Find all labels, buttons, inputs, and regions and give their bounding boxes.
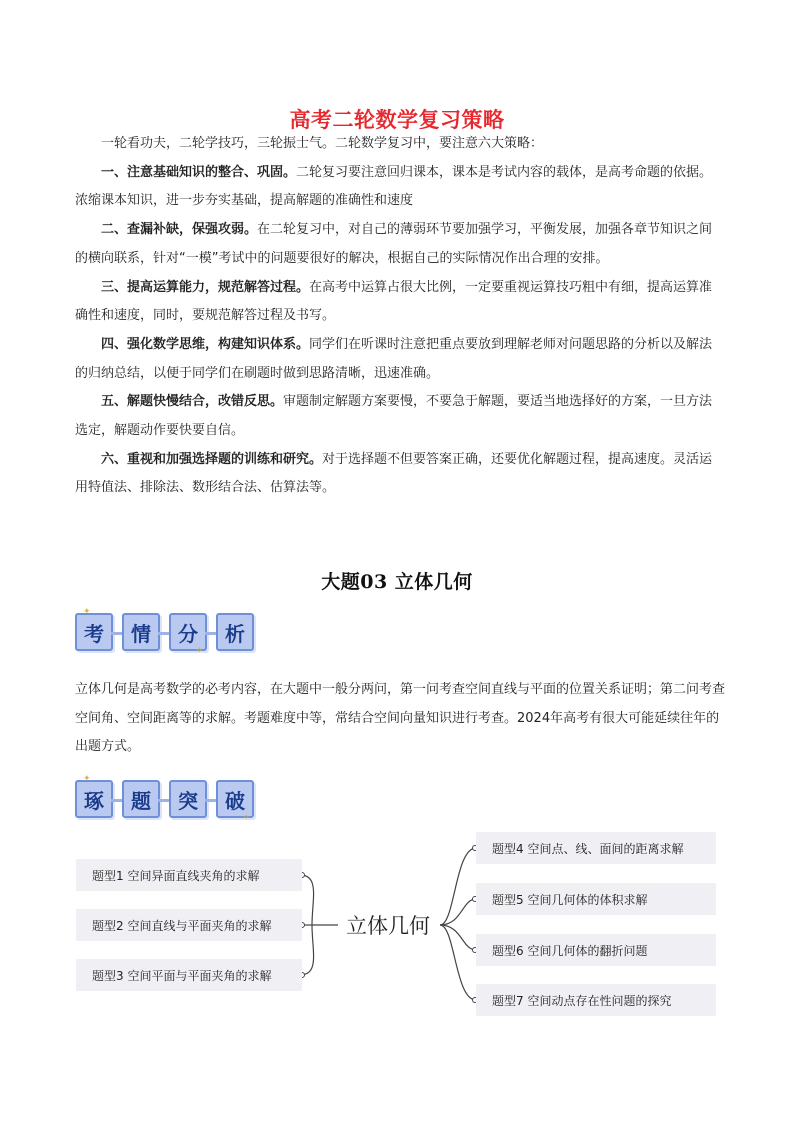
tag-char: ✦ 考 [75,613,113,651]
mindmap-node-right: 题型5 空间几何体的体积求解 [476,883,716,915]
connector-line [300,875,314,925]
strategy-heading: 一、注意基础知识的整合、巩固。 [101,164,297,180]
tag-char: 突 [169,780,207,818]
sparkle-icon: ✧ [242,813,250,823]
strategy-heading: 三、提高运算能力，规范解答过程。 [101,279,310,295]
strategy-heading: 二、查漏补缺，保强攻弱。 [101,222,258,238]
strategy-heading: 五、解题快慢结合，改错反思。 [101,394,284,410]
sparkle-icon: ✧ [195,646,203,656]
tag-char: ✦ 琢 [75,780,113,818]
tag-char: 题 [122,780,160,818]
mindmap-node-right: 题型6 空间几何体的翻折问题 [476,934,716,966]
strategy-text: 在二轮复习中，对自己的薄弱环节要加强学习，平衡发展，加强各章节知识之间的横向联系，针对“一模”考试中的问题要很好的解决，根据自己的实际情况作出合理的安排。 [75,222,713,266]
strategy-heading: 四、强化数学思维，构建知识体系。 [101,336,310,352]
connector-line [440,925,476,1000]
tag-char: 析 [216,613,254,651]
connector-line [440,848,476,925]
star-icon: ✦ [83,607,91,617]
strategy-text: 同学们在听课时注意把重点要放到理解老师对问题思路的分析以及解法的归纳总结，以便于同学们在刷题时做到思路清晰，迅速准确。 [75,336,713,381]
strategy-text: 审题制定解题方案要慢，不要急于解题，要适当地选择好的方案，一旦方法选定，解题动作要快要自信。 [75,394,713,439]
strategy-text: 对于选择题不但要答案正确，还要优化解题过程，提高速度。灵活运用特值法、排除法、数形结合法、估算法等。 [75,451,713,496]
strategy-text: 在高考中运算占很大比例，一定要重视运算技巧粗中有细，提高运算准确性和速度，同时，要规范解答过程及书写。 [75,279,713,324]
mindmap-node-right: 题型4 空间点、线、面间的距离求解 [476,832,716,864]
tag-char: 情 [122,613,160,651]
star-icon: ✦ [83,774,91,784]
mindmap-center: 立体几何 [346,914,430,938]
tag-char: 分 ✧ [169,613,207,651]
mindmap-node-left: 题型2 空间直线与平面夹角的求解 [76,909,302,941]
mindmap-node-right: 题型7 空间动点存在性问题的探究 [476,984,716,1016]
strategy-text: 二轮复习要注意回归课本，课本是考试内容的载体，是高考命题的依据。浓缩课本知识，进一步夯实基础，提高解题的准确性和速度 [75,164,713,209]
page-title: 高考二轮数学复习策略 [289,108,505,132]
mindmap-node-left: 题型3 空间平面与平面夹角的求解 [76,959,302,991]
intro-line: 一轮看功夫，二轮学技巧，三轮振士气。二轮数学复习中，要注意六大策略： [101,136,544,151]
tag-char: 破 ✧ [216,780,254,818]
analysis-paragraph: 立体几何是高考数学的必考内容，在大题中一般分两问，第一问考查空间直线与平面的位置关系证明；第二问考查空间角、空间距离等的求解。考题难度中等，常结合空间向量知识进行考查。2024年高考有很大可能延续往年的出题方式。 [75,682,726,755]
connector-line [300,925,314,975]
mindmap-node-left: 题型1 空间异面直线夹角的求解 [76,859,302,891]
section-title: 大题03 立体几何 [321,571,473,593]
strategy-heading: 六、重视和加强选择题的训练和研究。 [101,451,323,467]
